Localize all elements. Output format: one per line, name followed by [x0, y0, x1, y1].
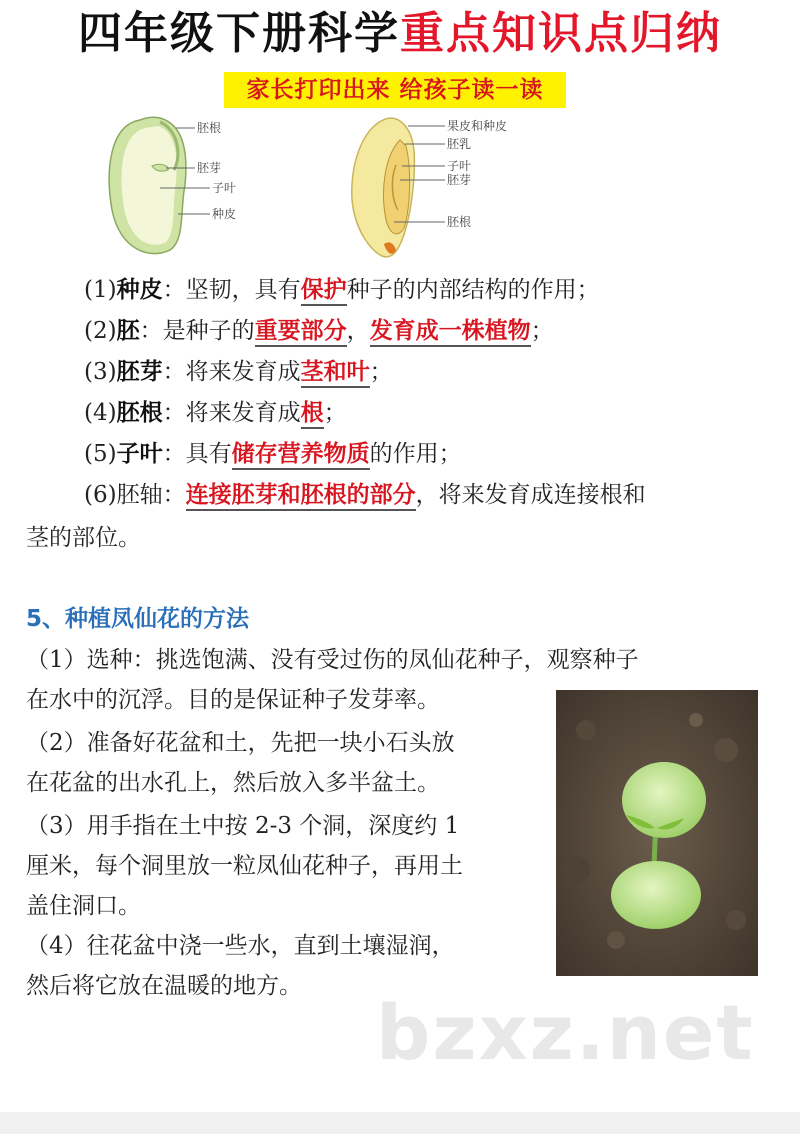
subtitle-banner: 家长打印出来 给孩子读一读 — [224, 72, 566, 108]
item-radicle: (4)胚根：将来发育成根； — [84, 395, 347, 431]
corn-label-pericarp: 果皮和种皮 — [447, 119, 508, 133]
bean-label-plumule: 胚芽 — [197, 161, 222, 175]
bean-label-radicle: 胚根 — [197, 121, 222, 135]
corn-label-plumule: 胚芽 — [447, 173, 472, 187]
step-line: 在花盆的出水孔上，然后放入多半盆土。 — [26, 770, 440, 796]
item-seed-coat: (1)种皮：坚韧，具有保护种子的内部结构的作用； — [84, 272, 600, 308]
item-embryo: (2)胚：是种子的重要部分，发育成一株植物； — [84, 313, 554, 349]
item-hypocotyl-continuation: 茎的部位。 — [26, 525, 141, 551]
step-line: （3）用手指在土中按 2-3 个洞，深度约 1 — [26, 813, 460, 839]
watermark: bzxz.net — [376, 988, 755, 1077]
section-heading: 5、种植凤仙花的方法 — [26, 606, 250, 632]
seed-diagram — [100, 110, 540, 270]
corn-label-cotyledon: 子叶 — [447, 159, 472, 173]
title-part1: 四年级下册科学 — [78, 8, 400, 59]
corn-seed-illustration — [352, 118, 415, 257]
step-line: 在水中的沉浮。目的是保证种子发芽率。 — [26, 687, 440, 713]
step-line: 盖住洞口。 — [26, 893, 141, 919]
step-line: 厘米，每个洞里放一粒凤仙花种子，再用土 — [26, 853, 463, 879]
item-cotyledon: (5)子叶：具有储存营养物质的作用； — [84, 436, 462, 472]
item-plumule: (3)胚芽：将来发育成茎和叶； — [84, 354, 393, 390]
bean-seed-illustration — [109, 117, 186, 253]
footer-bar — [0, 1112, 800, 1134]
corn-label-endosperm: 胚乳 — [447, 137, 472, 151]
corn-label-radicle: 胚根 — [447, 215, 472, 229]
title-part2: 重点知识点归纳 — [400, 8, 722, 59]
bean-label-seedcoat: 种皮 — [212, 207, 237, 221]
item-hypocotyl: (6)胚轴：连接胚芽和胚根的部分，将来发育成连接根和 — [84, 477, 646, 513]
bean-label-cotyledon: 子叶 — [212, 181, 237, 195]
seedling-photo — [556, 690, 758, 976]
step-line: （2）准备好花盆和土，先把一块小石头放 — [26, 730, 455, 756]
step-line: （1）选种：挑选饱满、没有受过伤的凤仙花种子，观察种子 — [26, 647, 639, 673]
step-line: （4）往花盆中浇一些水，直到土壤湿润， — [26, 933, 455, 959]
step-line: 然后将它放在温暖的地方。 — [26, 973, 302, 999]
page-title — [0, 4, 800, 64]
